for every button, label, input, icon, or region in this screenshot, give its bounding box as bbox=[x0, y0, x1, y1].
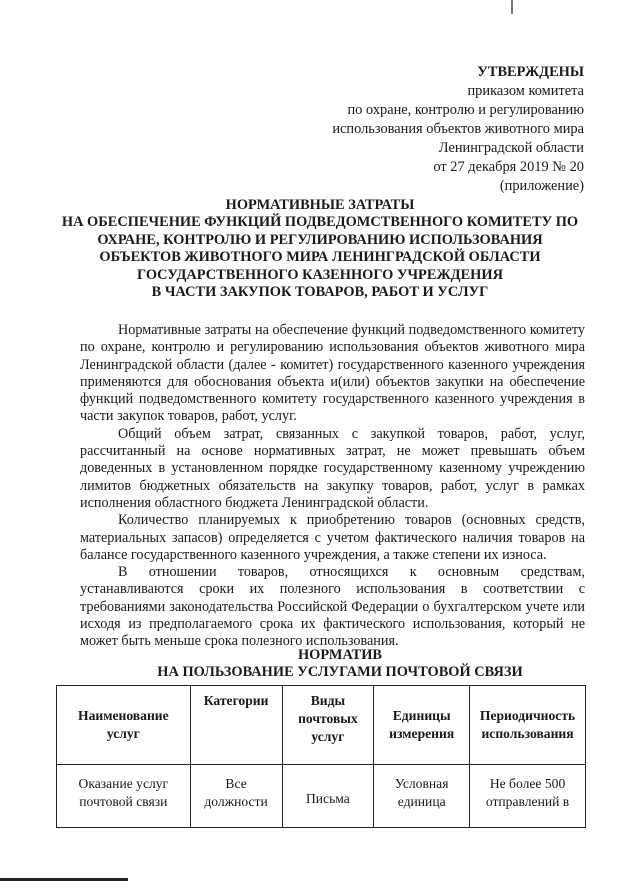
paragraph-normative-costs: Нормативные затраты на обеспечение функций подведомственного комитету по охране, контролю и регулированию использования объектов животного мира Ленинградской области (далее - комитет) государственного казенного учреждения применяются для обоснования объекта и(или) объектов закупки на обеспечение функций подведомственного комитету государственного казенного учреждения в части закупок товаров, работ, услуг. bbox=[80, 322, 585, 425]
approval-date-line: от 27 декабря 2019 № 20 bbox=[433, 159, 584, 175]
header-category: Категории bbox=[190, 686, 282, 765]
approval-heading: УТВЕРЖДЕНЫ bbox=[477, 64, 584, 80]
header-unit: Единицы измерения bbox=[374, 686, 470, 765]
header-postal-service-type: Виды почтовых услуг bbox=[282, 686, 374, 765]
paragraph-useful-life: В отношении товаров, относящихся к основным средствам, устанавливаются сроки их полезного использования в соответствии с требованиями законодательства Российской Федерации о бухгалтерском учете или исходя из предполагаемого срока их фактического использования, который не может быть меньше срока полезного использования. bbox=[80, 564, 585, 650]
cell-unit: Условная единица bbox=[374, 765, 470, 828]
cell-frequency: Не более 500 отправлений в bbox=[470, 765, 586, 828]
body-text bbox=[80, 322, 585, 651]
title-line: В ЧАСТИ ЗАКУПОК ТОВАРОВ, РАБОТ И УСЛУГ bbox=[151, 284, 489, 301]
title-line: НОРМАТИВНЫЕ ЗАТРАТЫ bbox=[225, 197, 415, 213]
table-header-row bbox=[57, 686, 586, 765]
cell-category: Все должности bbox=[190, 765, 282, 828]
header-frequency: Периодичность использования bbox=[470, 686, 586, 765]
paragraph-quantity: Количество планируемых к приобретению товаров (основных средств, материальных запасов) определяется с учетом фактического наличия товаров на балансе государственного казенного учреждения, а также степени их износа. bbox=[80, 512, 585, 563]
approval-line: приказом комитета bbox=[467, 83, 584, 99]
cell-postal-service-type: Письма bbox=[282, 765, 374, 828]
approval-appendix-line: (приложение) bbox=[499, 178, 584, 194]
approval-line: Ленинградской области bbox=[438, 140, 584, 156]
norm-title-line: НОРМАТИВ bbox=[297, 647, 382, 663]
paragraph-total-volume: Общий объем затрат, связанных с закупкой товаров, работ, услуг, рассчитанный на основе нормативных затрат, не может превышать объем доведенных в установленном порядке государственному казенному учреждению лимитов бюджетных обязательств на закупку товаров, работ, услуг в рамках исполнения областного бюджета Ленинградской области. bbox=[80, 425, 585, 511]
title-line: ГОСУДАРСТВЕННОГО КАЗЕННОГО УЧРЕЖДЕНИЯ bbox=[137, 266, 503, 283]
title-line: ОХРАНЕ, КОНТРОЛЮ И РЕГУЛИРОВАНИЮ ИСПОЛЬЗОВАНИЯ bbox=[97, 231, 543, 248]
approval-stamp bbox=[254, 63, 584, 196]
approval-line: использования объектов животного мира bbox=[332, 121, 584, 137]
norm-table bbox=[56, 685, 586, 828]
title-line: НА ОБЕСПЕЧЕНИЕ ФУНКЦИЙ ПОДВЕДОМСТВЕННОГО КОМИТЕТУ ПО bbox=[61, 214, 579, 231]
cell-service-name: Оказание услуг почтовой связи bbox=[57, 765, 191, 828]
norm-title bbox=[60, 647, 620, 681]
approval-line: по охране, контролю и регулированию bbox=[347, 102, 584, 118]
header-service-name: Наименование услуг bbox=[57, 686, 191, 765]
document-title bbox=[40, 197, 600, 301]
scan-bottom-rule bbox=[0, 878, 128, 881]
table-row bbox=[57, 765, 586, 828]
title-line: ОБЪЕКТОВ ЖИВОТНОГО МИРА ЛЕНИНГРАДСКОЙ ОБЛАСТИ bbox=[99, 249, 541, 266]
scan-edge-mark bbox=[511, 0, 513, 14]
norm-subtitle-line: НА ПОЛЬЗОВАНИЕ УСЛУГАМИ ПОЧТОВОЙ СВЯЗИ bbox=[157, 664, 523, 680]
